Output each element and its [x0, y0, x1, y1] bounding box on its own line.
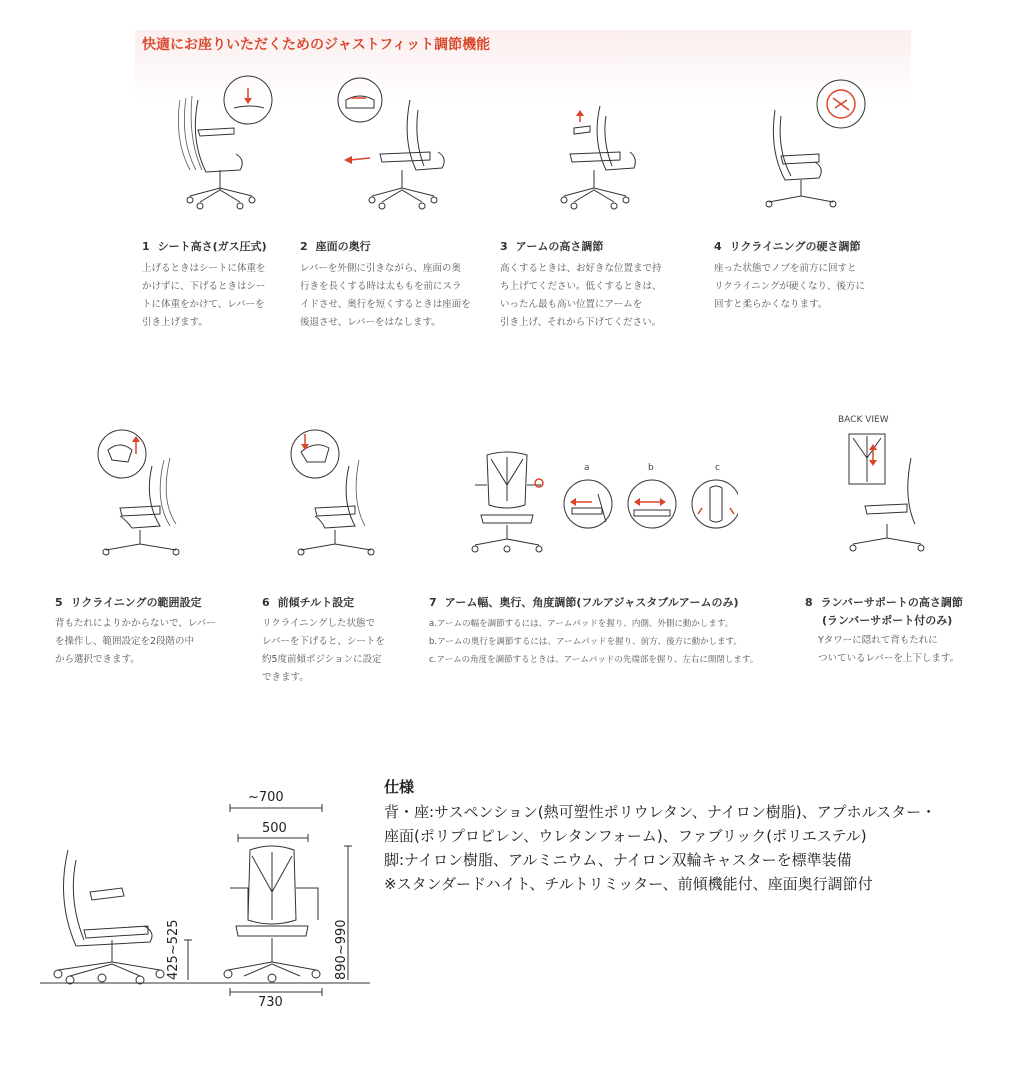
dim-total-height: 890~990: [334, 919, 349, 980]
item-body-3: 高くするときは、お好きな位置まで持 ち上げてください。低くするときは、 いったん最も高い位置にアームを 引き上げ、それから下げてください。: [500, 263, 662, 328]
item-body-1: 上げるときはシートに体重を かけずに、下げるときはシー トに体重をかけて、レバーを 引き上げます。: [142, 263, 266, 328]
dim-seat-width: 500: [262, 821, 287, 836]
chair-illustration-4: [755, 70, 885, 210]
item-body-4: 座った状態でノブを前方に回すと リクライニングが硬くなり、後方に 回すと柔らかくなります。: [714, 263, 865, 310]
item-body-7: a.アームの幅を調節するには、アームパッドを握り、内側、外側に動かします。 b.アームの奥行を調節するには、アームパッドを握り、前方、後方に動かします。 c.アームの角度を調節するときは、アームパッドの先端部を握り、左右に開閉します。: [429, 619, 759, 665]
item-title-3: 3 アームの高さ調節: [500, 240, 604, 253]
item-body-2: レバーを外側に引きながら、座面の奥 行きを長くする時は太ももを前にスラ イドさせ、奥行を短くするときは座面を 後退させ、レバーをはなします。: [300, 263, 471, 328]
item-body-8: Yタワーに隠れて背もたれに ついているレバーを上下します。: [818, 635, 960, 664]
item-title-6: 6 前傾チルト設定: [262, 596, 355, 609]
chair-illustration-1: [160, 70, 280, 210]
chair-illustration-7: [465, 445, 555, 560]
item-title-8: 8 ランバーサポートの高さ調節: [805, 596, 963, 609]
spec-lines: 背・座:サスペンション(熱可塑性ポリウレタン、ナイロン樹脂)、アプホルスター・ 座面(ポリプロピレン、ウレタンフォーム)、ファブリック(ポリエステル) 脚:ナイロン樹脂、アルミニウム、ナイロン双輪キャスターを標準装備 ※スタンダードハイト、チルトリミッター、前傾機能付、座面奥行調節付: [384, 803, 937, 893]
item-title-2: 2 座面の奥行: [300, 240, 371, 253]
item-body-6: リクライニングした状態で レバーを下げると、シートを 約5度前傾ポジションに設定 できます。: [262, 618, 385, 683]
item-subtitle-8: (ランバーサポート付のみ): [822, 614, 953, 627]
item-body-5: 背もたれによりかからないで、レバー を操作し、範囲設定を2段階の中 から選択できます。: [55, 618, 216, 665]
spec-title: 仕様: [384, 778, 415, 796]
dimension-drawing: [40, 780, 370, 1010]
chair-illustration-6: [285, 420, 395, 565]
label-b: b: [648, 463, 654, 473]
dim-seat-height: 425~525: [166, 919, 181, 980]
chair-illustration-3: [540, 90, 650, 210]
item-title-5: 5 リクライニングの範囲設定: [55, 596, 202, 609]
item-title-7: 7 アーム幅、奥行、角度調節(フルアジャスタブルアームのみ): [429, 596, 739, 609]
back-view-label: BACK VIEW: [838, 415, 889, 425]
item-title-1: 1 シート高さ(ガス圧式): [142, 240, 267, 253]
banner-title: 快適にお座りいただくためのジャストフィット調節機能: [142, 37, 491, 53]
chair-illustration-5: [90, 420, 200, 565]
chair-illustration-2: [330, 70, 460, 210]
item-title-4: 4 リクライニングの硬さ調節: [714, 240, 861, 253]
dim-width-top: ~700: [248, 790, 284, 805]
label-a: a: [584, 463, 590, 473]
arm-detail-illustrations: [558, 478, 738, 534]
dim-depth: 730: [258, 995, 283, 1010]
label-c: c: [715, 463, 720, 473]
chair-illustration-8: [835, 428, 935, 563]
